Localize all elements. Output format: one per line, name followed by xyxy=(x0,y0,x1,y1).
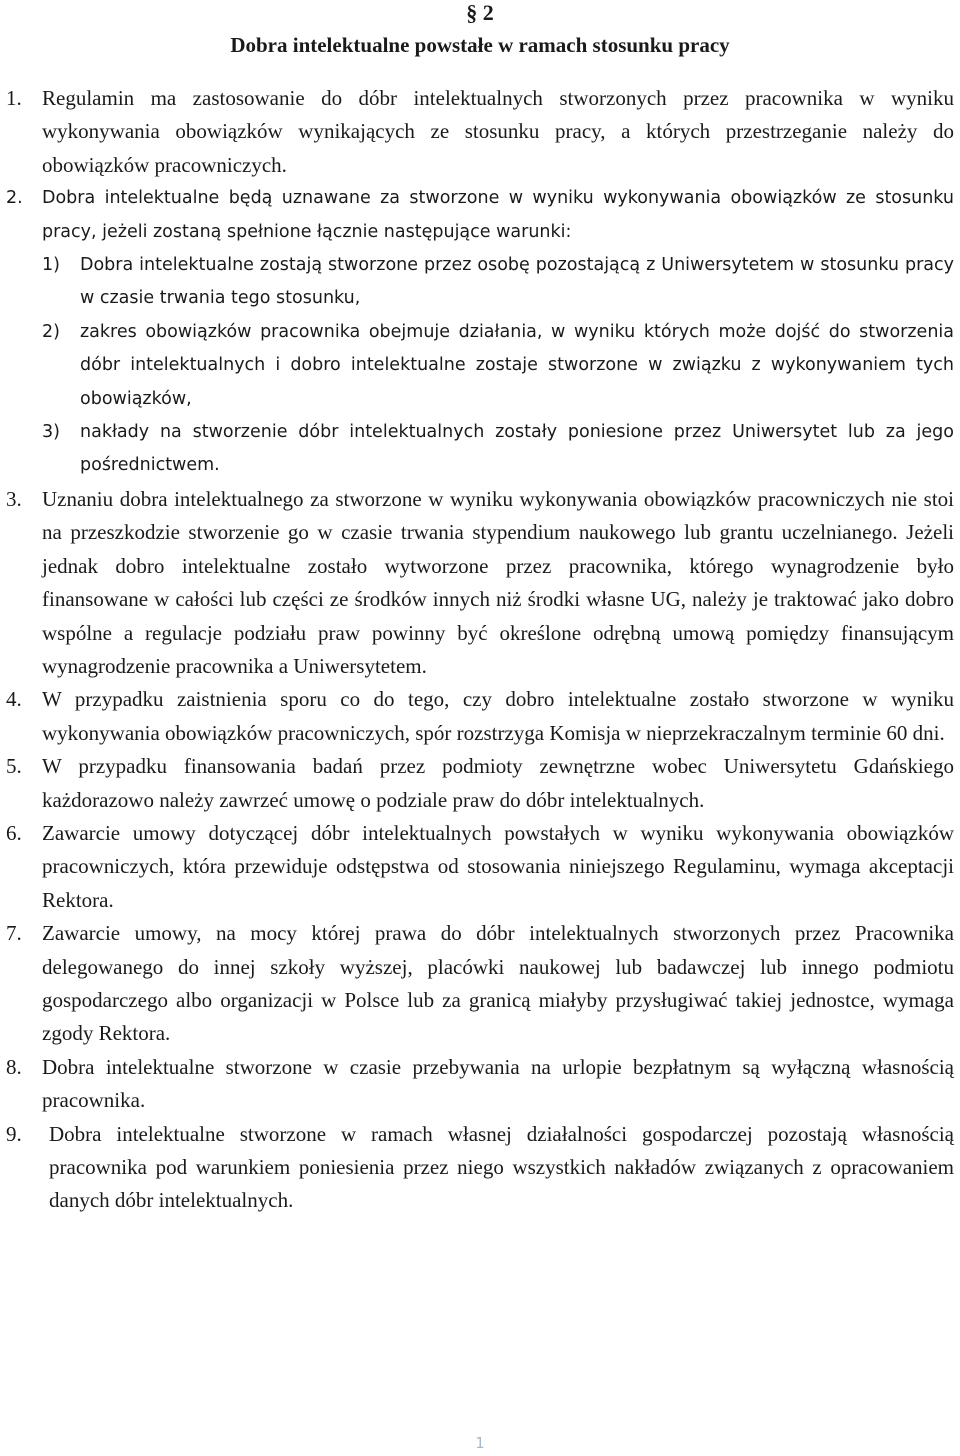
paragraph-text: Zawarcie umowy, na mocy której prawa do dóbr intelektualnych stworzonych przez Pracownika delegowanego do innej szkoły wyższej, placówki naukowej lub badawczej lub innego podmiotu gospodarczego albo organizacji w Polsce lub za granicą miałyby przysługiwać takiej jednostce, wymaga zgody Rektora. xyxy=(42,921,954,1046)
subparagraph-text: nakłady na stworzenie dóbr intelektualnych zostały poniesione przez Uniwersytet lub za jego pośrednictwem. xyxy=(80,422,954,476)
paragraph-text: Dobra intelektualne będą uznawane za stworzone w wyniku wykonywania obowiązków ze stosunku pracy, jeżeli zostaną spełnione łącznie następujące warunki: xyxy=(42,188,954,242)
subparagraph-text: Dobra intelektualne zostają stworzone przez osobę pozostającą z Uniwersytetem w stosunku pracy w czasie trwania tego stosunku, xyxy=(80,255,954,309)
subparagraph-2-1 xyxy=(0,249,960,316)
paragraph-number: 9. xyxy=(6,1121,22,1146)
paragraph-number: 3. xyxy=(6,486,22,511)
paragraph-5 xyxy=(0,750,960,817)
paragraph-8 xyxy=(0,1051,960,1118)
page-number: 1 xyxy=(475,1434,485,1452)
subparagraph-text: zakres obowiązków pracownika obejmuje działania, w wyniku których może dojść do stworzenia dóbr intelektualnych i dobro intelektualne zostaje stworzone w związku z wykonywaniem tych obowiązków, xyxy=(80,321,954,409)
paragraph-text: Dobra intelektualne stworzone w czasie przebywania na urlopie bezpłatnym są wyłączną własnością pracownika. xyxy=(42,1054,954,1113)
paragraph-1 xyxy=(0,82,960,182)
document-body xyxy=(0,82,960,1218)
subparagraph-number: 2) xyxy=(42,321,60,342)
paragraph-6 xyxy=(0,817,960,917)
paragraph-text: W przypadku finansowania badań przez podmioty zewnętrzne wobec Uniwersytetu Gdańskiego każdorazowo należy zawrzeć umowę o podziale praw do dóbr intelektualnych. xyxy=(42,754,954,812)
paragraph-4 xyxy=(0,683,960,750)
paragraph-9 xyxy=(0,1118,960,1218)
paragraph-text: Zawarcie umowy dotyczącej dóbr intelektualnych powstałych w wyniku wykonywania obowiązków pracowniczych, która przewiduje odstępstwa od stosowania niniejszego Regulaminu, wymaga akceptacji Rektora. xyxy=(42,820,954,912)
paragraph-number: 7. xyxy=(6,921,22,946)
paragraph-3 xyxy=(0,483,960,683)
paragraph-number: 1. xyxy=(6,86,22,110)
paragraph-number: 5. xyxy=(6,754,22,779)
paragraph-text: W przypadku zaistnienia sporu co do tego, czy dobro intelektualne zostało stworzone w wyniku wykonywania obowiązków pracowniczych, spór rozstrzyga Komisja w nieprzekraczalnym terminie 60 dni. xyxy=(42,687,954,745)
paragraph-number: 4. xyxy=(6,687,22,712)
section-title: Dobra intelektualne powstałe w ramach stosunku pracy xyxy=(230,33,730,57)
paragraph-number: 8. xyxy=(6,1054,22,1079)
paragraph-2 xyxy=(0,182,960,249)
paragraph-7 xyxy=(0,917,960,1051)
paragraph-number: 6. xyxy=(6,820,22,845)
subparagraph-2-3 xyxy=(0,416,960,483)
section-mark: § 2 xyxy=(466,0,494,25)
subparagraph-number: 3) xyxy=(42,422,60,443)
subparagraph-2-2 xyxy=(0,316,960,416)
paragraph-text: Regulamin ma zastosowanie do dóbr intelektualnych stworzonych przez pracownika w wyniku wykonywania obowiązków wynikających ze stosunku pracy, a których przestrzeganie należy do obowiązków pracowniczych. xyxy=(42,86,954,177)
paragraph-text: Uznaniu dobra intelektualnego za stworzone w wyniku wykonywania obowiązków pracowniczych nie stoi na przeszkodzie stworzenie go w czasie trwania stypendium naukowego lub grantu uczelnianego. Jeżeli jednak dobro intelektualne zostało wytworzone przez pracownika, którego wynagrodzenie było finansowane w całości lub części ze środków innych niż środki własne UG, należy je traktować jako dobro wspólne a regulacje podziału praw powinny być określone odrębną umową pomiędzy finansującym wynagrodzenie pracownika a Uniwersytetem. xyxy=(42,486,954,678)
subparagraph-number: 1) xyxy=(42,255,60,276)
paragraph-text: Dobra intelektualne stworzone w ramach własnej działalności gospodarczej pozostają własnością pracownika pod warunkiem poniesienia przez niego wszystkich nakładów związanych z opracowaniem danych dóbr intelektualnych. xyxy=(49,1121,954,1213)
paragraph-number: 2. xyxy=(6,188,23,209)
